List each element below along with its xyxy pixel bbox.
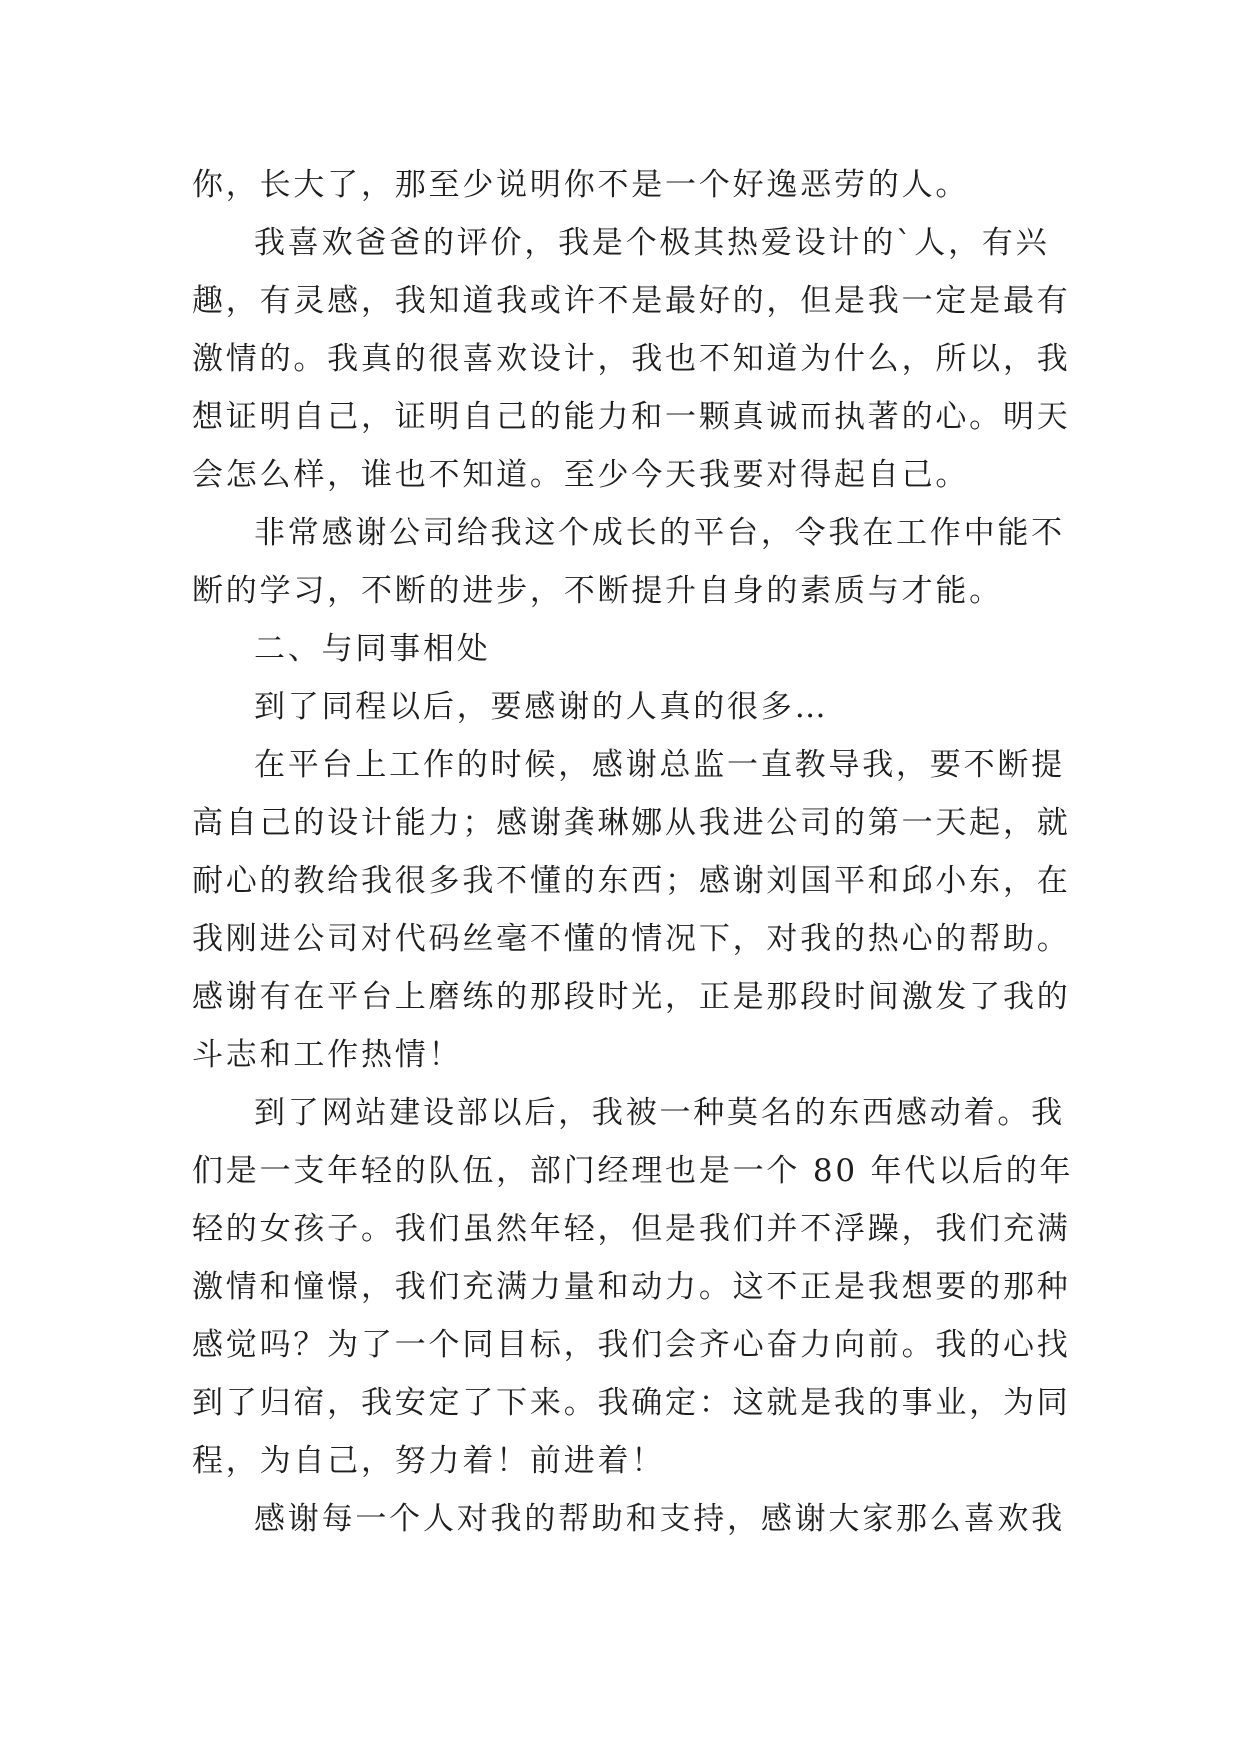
text-line: 断的学习，不断的进步，不断提升自身的素质与才能。 xyxy=(192,573,1003,609)
text-line: 高自己的设计能力；感谢龚琳娜从我进公司的第一天起，就 xyxy=(192,805,1071,841)
paragraph xyxy=(192,620,1048,678)
text-line: 程，为自己，努力着！前进着！ xyxy=(192,1443,666,1479)
text-line: 想证明自己，证明自己的能力和一颗真诚而执著的心。明天 xyxy=(192,399,1071,435)
text-line: 我刚进公司对代码丝毫不懂的情况下，对我的热心的帮助。 xyxy=(192,921,1071,957)
text-line: 到了同程以后，要感谢的人真的很多… xyxy=(254,689,829,725)
document-body xyxy=(192,156,1074,1548)
text-line: 你，长大了，那至少说明你不是一个好逸恶劳的人。 xyxy=(192,167,970,203)
text-line: 激情和憧憬，我们充满力量和动力。这不正是我想要的那种 xyxy=(192,1269,1071,1305)
text-line: 非常感谢公司给我这个成长的平台，令我在工作中能不 xyxy=(254,515,1065,551)
text-line: 到了网站建设部以后，我被一种莫名的东西感动着。我 xyxy=(254,1095,1065,1131)
paragraph xyxy=(192,504,1065,620)
text-line: 会怎么样，谁也不知道。至少今天我要对得起自己。 xyxy=(192,457,970,493)
text-line: 感觉吗？为了一个同目标，我们会齐心奋力向前。我的心找 xyxy=(192,1327,1071,1363)
paragraph xyxy=(192,736,1071,1084)
paragraph xyxy=(192,1490,1065,1548)
text-line: 到了归宿，我安定了下来。我确定：这就是我的事业，为同 xyxy=(192,1385,1071,1421)
text-line: 们是一支年轻的队伍，部门经理也是一个 80 年代以后的年 xyxy=(192,1153,1074,1189)
text-line: 激情的。我真的很喜欢设计，我也不知道为什么，所以，我 xyxy=(192,341,1071,377)
text-line: 感谢每一个人对我的帮助和支持，感谢大家那么喜欢我 xyxy=(254,1501,1065,1537)
text-line: 在平台上工作的时候，感谢总监一直教导我，要不断提 xyxy=(254,747,1065,783)
paragraph xyxy=(192,678,1048,736)
text-line: 轻的女孩子。我们虽然年轻，但是我们并不浮躁，我们充满 xyxy=(192,1211,1071,1247)
paragraph xyxy=(192,214,1071,504)
text-line: 斗志和工作热情！ xyxy=(192,1037,463,1073)
paragraph xyxy=(192,1084,1074,1490)
text-line: 趣，有灵感，我知道我或许不是最好的，但是我一定是最有 xyxy=(192,283,1071,319)
text-line: 二、与同事相处 xyxy=(254,631,491,667)
text-line: 耐心的教给我很多我不懂的东西；感谢刘国平和邱小东，在 xyxy=(192,863,1071,899)
text-line: 感谢有在平台上磨练的那段时光，正是那段时间激发了我的 xyxy=(192,979,1071,1015)
text-line: 我喜欢爸爸的评价，我是个极其热爱设计的`人，有兴 xyxy=(254,225,1050,261)
paragraph xyxy=(192,156,1048,214)
